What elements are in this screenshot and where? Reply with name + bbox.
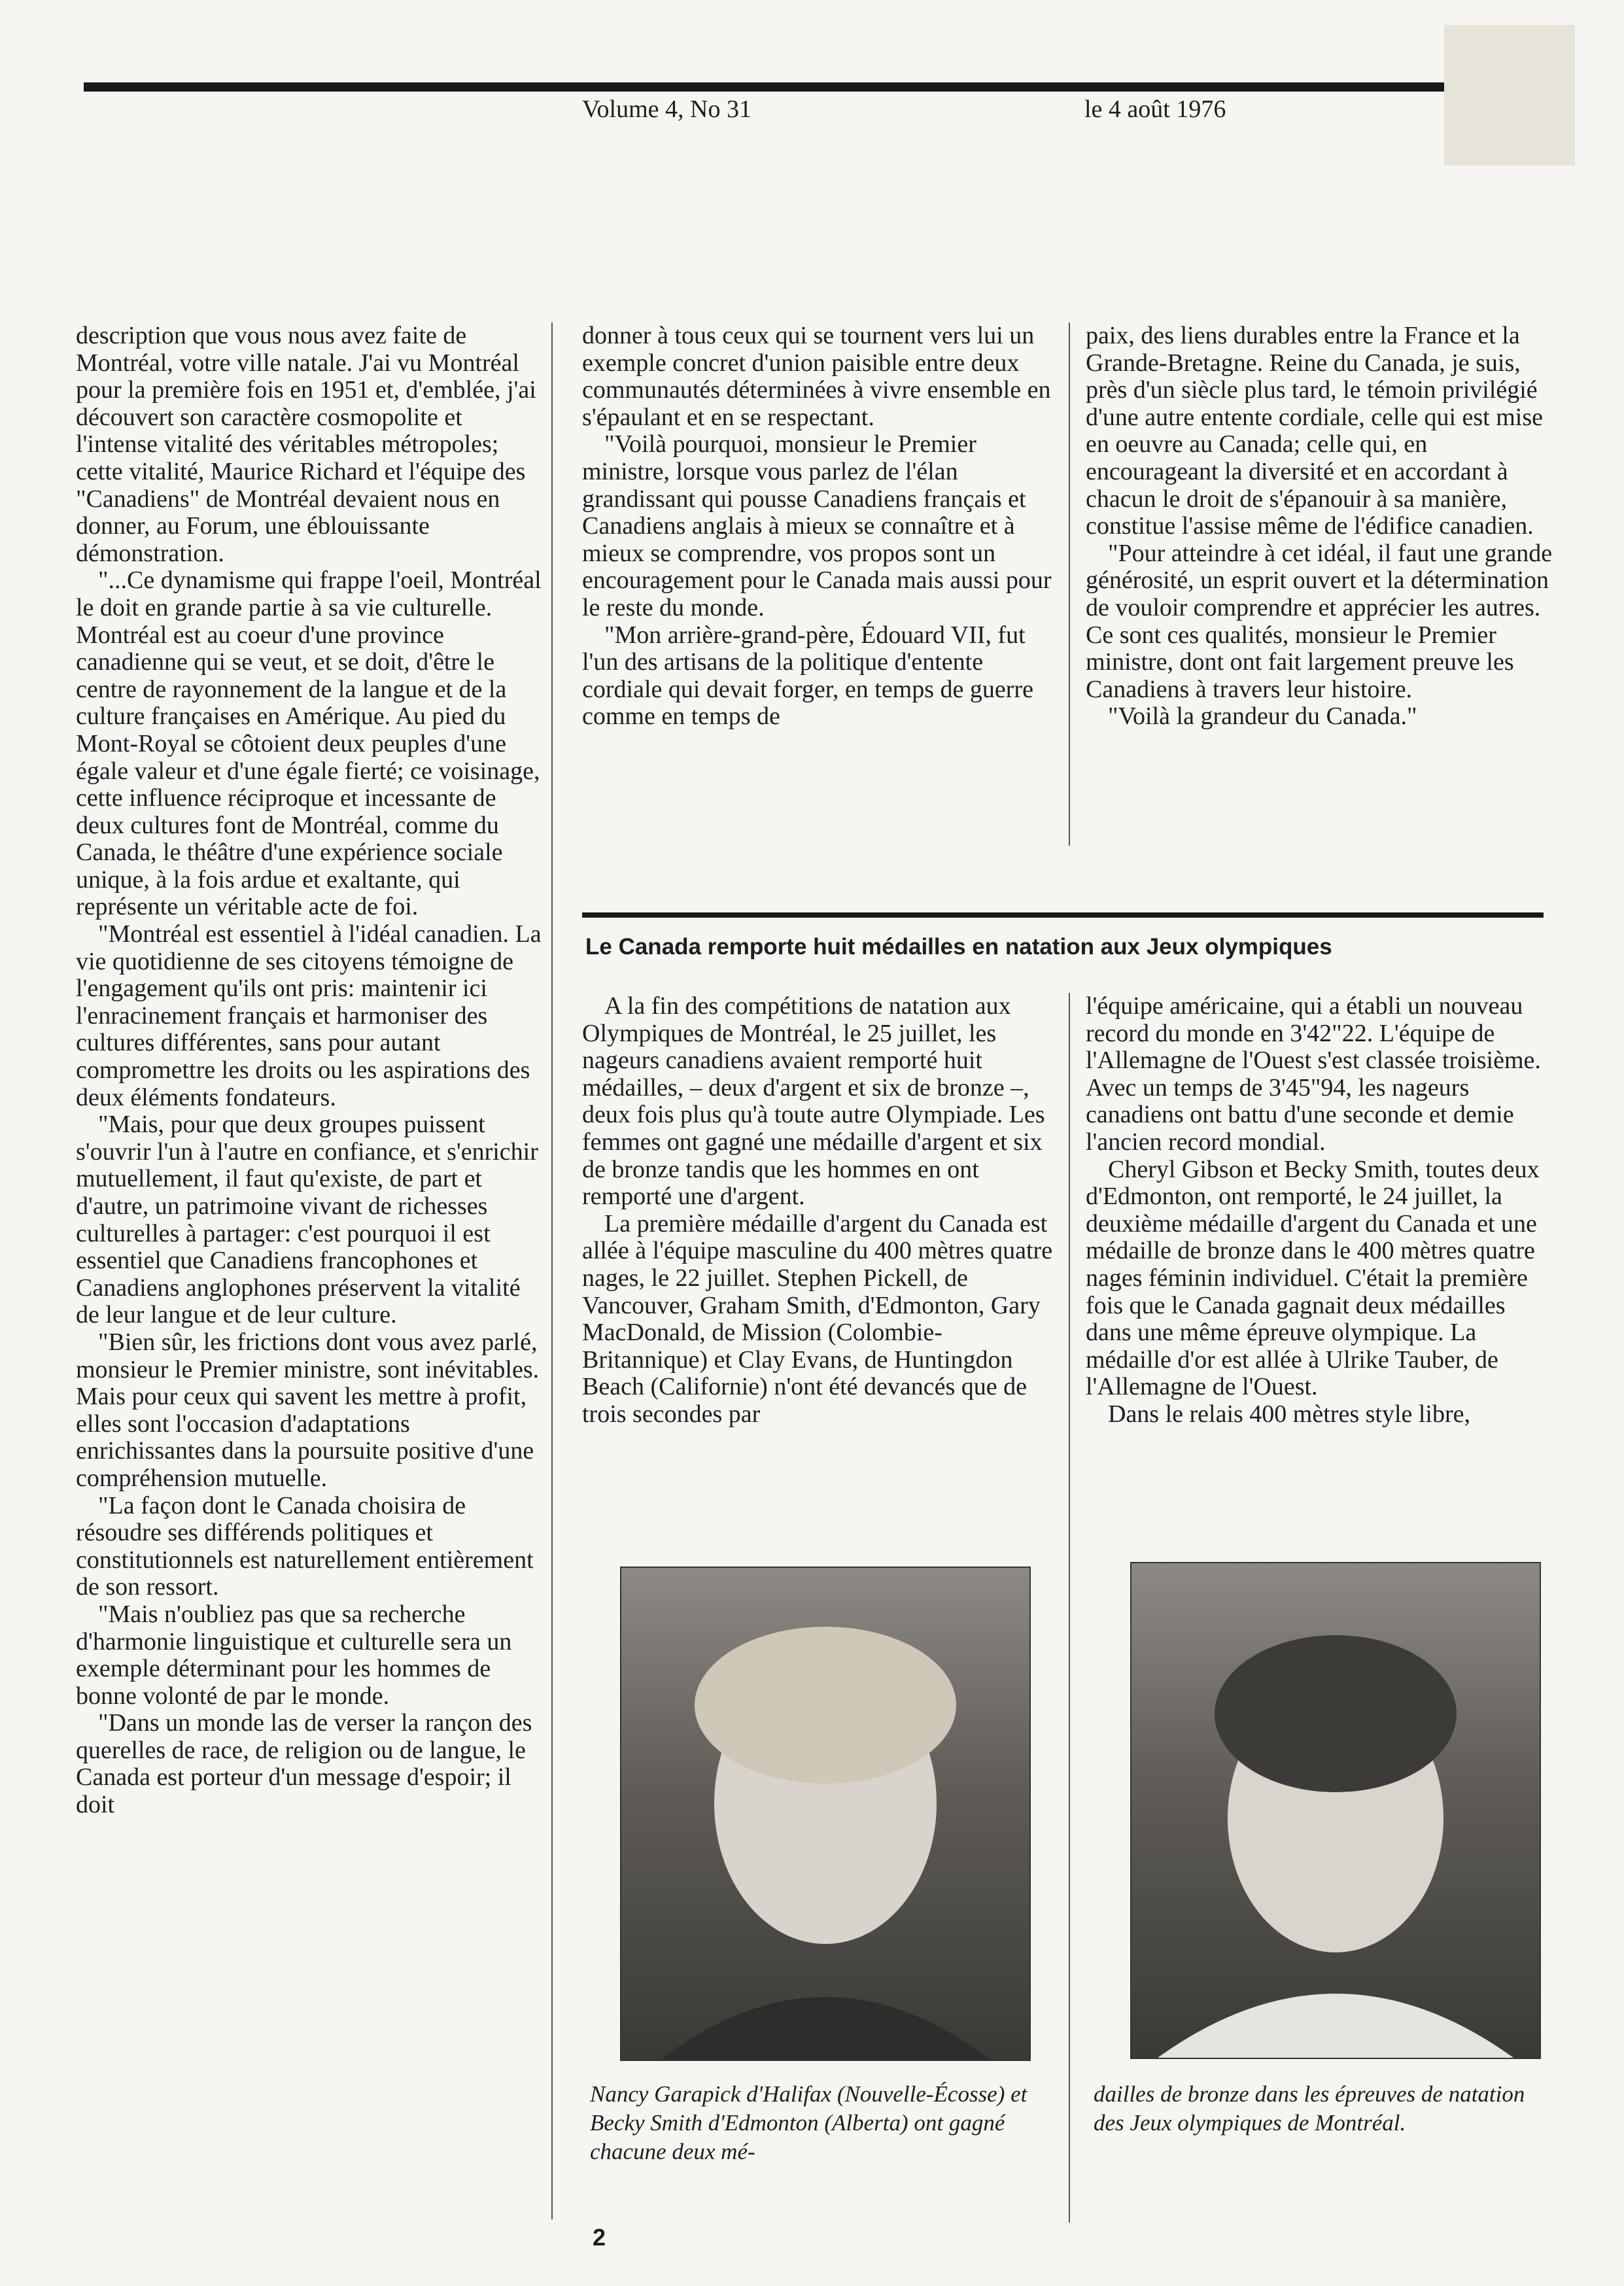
- paragraph: "...Ce dynamisme qui frappe l'oeil, Montréal le doit en grande partie à sa vie culturelle. Montréal est au coeur d'une province canadienne qui se veut, et se doit, d'être le centre de rayonnement de la langue et de la culture françaises en Amérique. Au pied du Mont-Royal se côtoient deux peuples d'une égale valeur et d'une égale fierté; ce voisinage, cette influence réciproque et incessante de deux cultures font de Montréal, comme du Canada, le théâtre d'une expérience sociale unique, à la fois ardue et exaltante, qui représente un véritable acte de foi.: [76, 566, 542, 921]
- speech-column-2: [582, 322, 1053, 731]
- issue-volume: Volume 4, No 31: [582, 95, 752, 123]
- paragraph: "La façon dont le Canada choisira de résoudre ses différends politiques et constitutionnels est naturellement entièrement de son ressort.: [76, 1491, 534, 1601]
- paragraph: La première médaille d'argent du Canada est allée à l'équipe masculine du 400 mètres quatre nages, le 22 juillet. Stephen Pickell, de Vancouver, Graham Smith, d'Edmonton, Gary MacDonald, de Mission (Colombie-Britannique) et Clay Evans, de Huntingdon Beach (Californie) n'ont été devancés que de trois secondes par: [582, 1209, 1053, 1428]
- paragraph: Dans le relais 400 mètres style libre,: [1108, 1400, 1471, 1428]
- paragraph: description que vous nous avez faite de Montréal, votre ville natale. J'ai vu Montréal pour la première fois en 1951 et, d'emblée, j'ai découvert son caractère cosmopolite et l'intense vitalité des véritables métropoles; cette vitalité, Maurice Richard et l'équipe des "Canadiens" de Montréal devaient nous en donner, au Forum, une éblouissante démonstration.: [76, 322, 536, 567]
- paragraph: paix, des liens durables entre la France et la Grande-Bretagne. Reine du Canada, je suis, près d'un siècle plus tard, le témoin privilégié d'une autre entente cordiale, celle qui est mise en oeuvre au Canada; celle qui, en encourageant la diversité et en accordant à chacun le droit de s'épanouir à sa manière, constitue l'assise même de l'édifice canadien.: [1086, 322, 1543, 540]
- paragraph: "Voilà pourquoi, monsieur le Premier ministre, lorsque vous parlez de l'élan grandissant qui pousse Canadiens français et Canadiens anglais à mieux se connaître et à mieux se comprendre, vos propos sont un encouragement pour le Canada mais aussi pour le reste du monde.: [582, 430, 1052, 621]
- portrait-placeholder: [621, 1568, 1029, 2060]
- paragraph: "Mais n'oubliez pas que sa recherche d'harmonie linguistique et culturelle sera un exemple déterminant pour les hommes de bonne volonté de par le monde.: [76, 1600, 512, 1710]
- article-column-2: [582, 993, 1053, 1429]
- paragraph: "Mais, pour que deux groupes puissent s'ouvrir l'un à l'autre en confiance, et s'enrichir mutuellement, il faut qu'existe, de part et d'autre, un patrimoine vivant de richesses culturelles à partager: c'est pourquoi il est essentiel que Canadiens francophones et Canadiens anglophones préservent la vitalité de leur langue et de leur culture.: [76, 1111, 538, 1329]
- paragraph: "Mon arrière-grand-père, Édouard VII, fut l'un des artisans de la politique d'entente cordiale qui devait forger, en temps de guerre comme en temps de: [582, 621, 1033, 731]
- paragraph: l'équipe américaine, qui a établi un nouveau record du monde en 3'42"22. L'équipe de l'Allemagne de l'Ouest s'est classée troisième. Avec un temps de 3'45"94, les nageurs canadiens ont battu d'une seconde et demie l'ancien record mondial.: [1086, 992, 1541, 1156]
- column-divider: [551, 322, 553, 2219]
- top-rule: [84, 82, 1544, 92]
- paragraph: "Bien sûr, les frictions dont vous avez parlé, monsieur le Premier ministre, sont inévitables. Mais pour ceux qui savent les mettre à profit, elles sont l'occasion d'adaptations enrichissantes dans la poursuite positive d'une compréhension mutuelle.: [76, 1328, 540, 1492]
- article-headline: Le Canada remporte huit médailles en natation aux Jeux olympiques: [585, 934, 1332, 960]
- paragraph: A la fin des compétitions de natation aux Olympiques de Montréal, le 25 juillet, les nageurs canadiens avaient remporté huit médailles, – deux d'argent et six de bronze –, deux fois plus qu'à toute autre Olympiade. Les femmes ont gagné une médaille d'argent et six de bronze tandis que les hommes en ont remporté une d'argent.: [582, 992, 1045, 1211]
- article-column-3: [1086, 993, 1557, 1429]
- photo-swimmer-left: [620, 1567, 1031, 2061]
- article-col-2-paragraphs: [582, 993, 1053, 1429]
- column-1-paragraphs: [76, 322, 542, 1819]
- column-divider: [1069, 322, 1070, 846]
- caption-left: Nancy Garapick d'Halifax (Nouvelle-Écosse) et Becky Smith d'Edmonton (Alberta) ont gagné chacune deux mé-: [590, 2081, 1028, 2164]
- photo-swimmer-right: [1130, 1562, 1541, 2059]
- article-col-3-paragraphs: [1086, 993, 1557, 1429]
- paragraph: "Dans un monde las de verser la rançon des querelles de race, de religion ou de langue, le Canada est porteur d'un message d'espoir; il doit: [76, 1709, 532, 1819]
- column-2-paragraphs: [582, 322, 1053, 731]
- column-3-paragraphs: [1086, 322, 1557, 731]
- caption-right: dailles de bronze dans les épreuves de natation des Jeux olympiques de Montréal.: [1094, 2081, 1525, 2136]
- page-number: 2: [593, 2224, 606, 2251]
- speech-column-1: [76, 322, 542, 1819]
- speech-column-3: [1086, 322, 1557, 731]
- masthead-logo-fragment: [1444, 25, 1575, 165]
- paragraph: "Montréal est essentiel à l'idéal canadien. La vie quotidienne de ses citoyens témoigne de l'engagement qu'ils ont pris: maintenir ici l'enracinement français et harmoniser des cultures différentes, sans pour autant compromettre les droits ou les aspirations des deux éléments fondateurs.: [76, 920, 542, 1111]
- paragraph: "Voilà la grandeur du Canada.": [1108, 702, 1417, 731]
- issue-date: le 4 août 1976: [1084, 95, 1226, 123]
- paragraph: Cheryl Gibson et Becky Smith, toutes deux d'Edmonton, ont remporté, le 24 juillet, la deuxième médaille d'argent du Canada et une médaille de bronze dans le 400 mètres quatre nages féminin individuel. C'était la première fois que le Canada gagnait deux médailles dans une même épreuve olympique. La médaille d'or est allée à Ulrike Tauber, de l'Allemagne de l'Ouest.: [1086, 1155, 1540, 1401]
- column-divider: [1069, 993, 1070, 2223]
- paragraph: "Pour atteindre à cet idéal, il faut une grande générosité, un esprit ouvert et la détermination de vouloir comprendre et apprécier les autres. Ce sont ces qualités, monsieur le Premier ministre, dont ont fait largement preuve les Canadiens à travers leur histoire.: [1086, 539, 1553, 703]
- portrait-placeholder: [1132, 1563, 1540, 2058]
- article-rule: [582, 912, 1544, 918]
- paragraph: donner à tous ceux qui se tournent vers lui un exemple concret d'union paisible entre deux communautés déterminées à vivre ensemble en s'épaulant et en se respectant.: [582, 322, 1051, 431]
